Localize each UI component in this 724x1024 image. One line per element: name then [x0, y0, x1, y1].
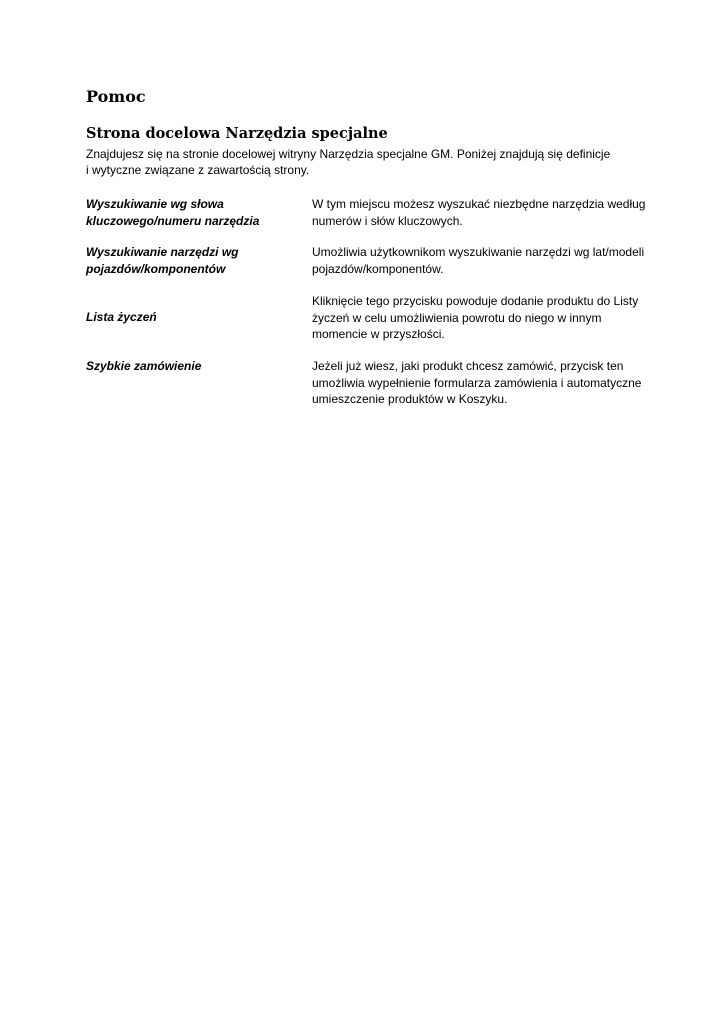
desc-line: W tym miejscu możesz wyszukać niezbędne narzędzia według — [312, 197, 646, 211]
document-page — [86, 86, 666, 406]
desc-line: umożliwia wypełnienie formularza zamówienia i automatyczne — [312, 375, 642, 390]
term-line: Szybkie zamówienie — [86, 359, 202, 373]
term-line: Wyszukiwanie narzędzi wg — [86, 245, 239, 259]
term-line: kluczowego/numeru narzędzia — [86, 213, 260, 228]
definition-description — [312, 196, 667, 229]
section-heading: Strona docelowa Narzędzia specjalne — [86, 125, 388, 142]
intro-line: Znajdujesz się na stronie docelowej witryny Narzędzia specjalne GM. Poniżej znajdują się definicje — [86, 147, 611, 161]
desc-line: Umożliwia użytkownikom wyszukiwanie narzędzi wg lat/modeli — [312, 245, 645, 259]
term-line: pojazdów/komponentów — [86, 261, 226, 276]
definition-description — [312, 244, 667, 277]
desc-line: umieszczenie produktów w Koszyku. — [312, 392, 508, 406]
desc-line: momencie w przyszłości. — [312, 327, 445, 341]
definition-term — [86, 309, 296, 326]
intro-line: i wytyczne związane z zawartością strony. — [86, 163, 310, 177]
term-line: Wyszukiwanie wg słowa — [86, 197, 224, 211]
definition-description — [312, 293, 667, 343]
definition-term — [86, 358, 296, 375]
intro-paragraph — [86, 146, 666, 178]
page-title: Pomoc — [86, 87, 146, 106]
desc-line: Jeżeli już wiesz, jaki produkt chcesz zamówić, przycisk ten — [312, 359, 624, 373]
definition-term — [86, 196, 296, 229]
term-line: Lista życzeń — [86, 310, 157, 324]
desc-line: życzeń w celu umożliwienia powrotu do niego w innym — [312, 310, 602, 325]
definition-description — [312, 358, 667, 408]
desc-line: pojazdów/komponentów. — [312, 261, 444, 276]
desc-line: Kliknięcie tego przycisku powoduje dodanie produktu do Listy — [312, 294, 639, 308]
desc-line: numerów i słów kluczowych. — [312, 213, 463, 228]
definition-term — [86, 244, 296, 277]
